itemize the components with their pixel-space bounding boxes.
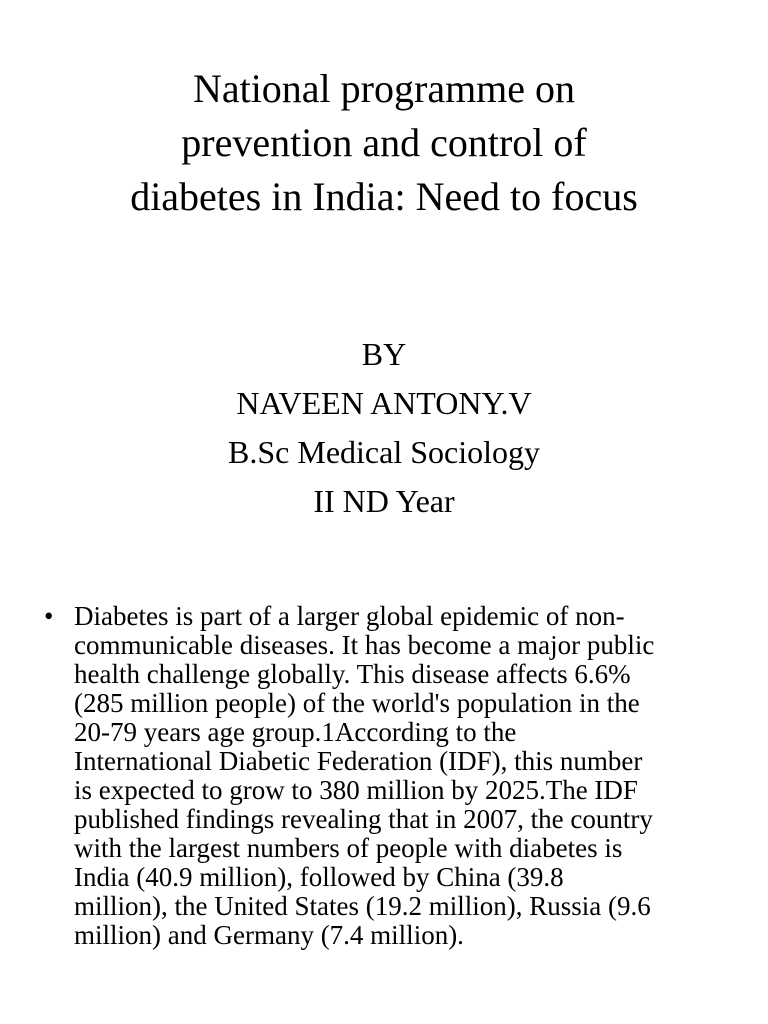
bullet-line: million) and Germany (7.4 million). bbox=[74, 920, 464, 950]
bullet-line: India (40.9 million), followed by China (39.8 bbox=[74, 862, 564, 892]
bullet-line: million), the United States (19.2 million), Russia (9.6 bbox=[74, 891, 651, 921]
slide-title bbox=[40, 62, 728, 224]
study-year: II ND Year bbox=[313, 483, 455, 519]
bullet-line: (285 million people) of the world's population in the bbox=[74, 688, 640, 718]
bullet-line: health challenge globally. This disease affects 6.6% bbox=[74, 659, 631, 689]
bullet-line: 20-79 years age group.1According to the bbox=[74, 717, 517, 747]
title-line: diabetes in India: Need to focus bbox=[130, 174, 638, 219]
bullet-line: Diabetes is part of a larger global epidemic of non- bbox=[74, 601, 625, 631]
bullet-text bbox=[74, 602, 754, 950]
bullet-line: is expected to grow to 380 million by 2025.The IDF bbox=[74, 775, 638, 805]
bullet-marker: • bbox=[44, 601, 54, 631]
course-name: B.Sc Medical Sociology bbox=[228, 434, 540, 470]
bullet-line: communicable diseases. It has become a major public bbox=[74, 630, 655, 660]
bullet-line: published findings revealing that in 2007, the country bbox=[74, 804, 653, 834]
byline-by: BY bbox=[361, 336, 407, 372]
title-line: National programme on bbox=[192, 66, 576, 111]
author-byline bbox=[40, 330, 728, 526]
bullet-line: International Diabetic Federation (IDF), this number bbox=[74, 746, 643, 776]
title-line: prevention and control of bbox=[181, 120, 587, 165]
bullet-line: with the largest numbers of people with diabetes is bbox=[74, 833, 623, 863]
author-name: NAVEEN ANTONY.V bbox=[236, 385, 532, 421]
